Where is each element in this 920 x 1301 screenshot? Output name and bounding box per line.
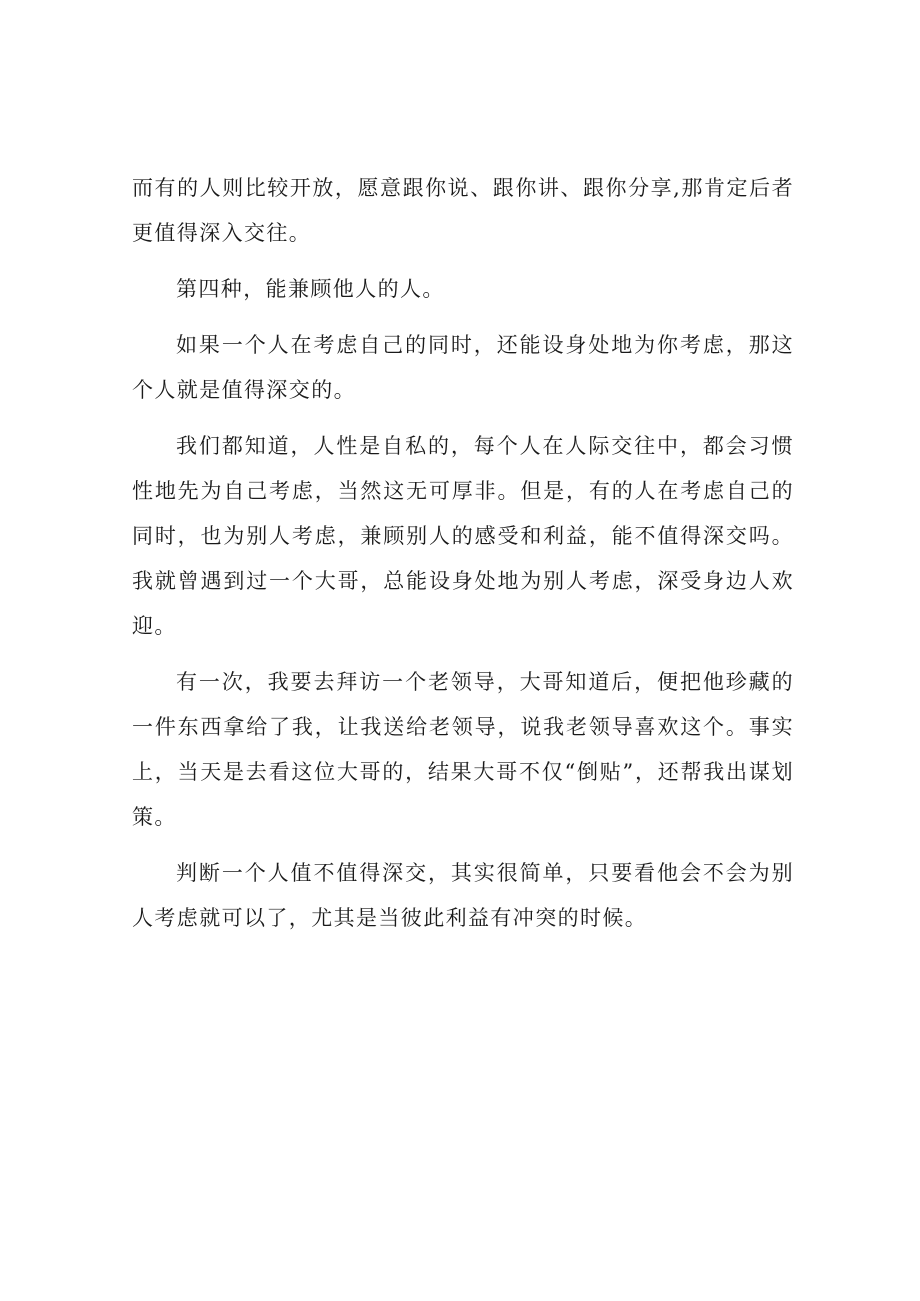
paragraph-1: 而有的人则比较开放，愿意跟你说、跟你讲、跟你分享,那肯定后者更值得深入交往。: [132, 176, 794, 245]
paragraph-5: 有一次，我要去拜访一个老领导，大哥知道后，便把他珍藏的一件东西拿给了我，让我送给老领导，说我老领导喜欢这个。事实上，当天是去看这位大哥的，结果大哥不仅“倒贴”，还帮我出谋划策。: [132, 670, 794, 829]
paragraph-4: 我们都知道，人性是自私的，每个人在人际交往中，都会习惯性地先为自己考虑，当然这无可厚非。但是，有的人在考虑自己的同时，也为别人考虑，兼顾别人的感受和利益，能不值得深交吗。我就曾遇到过一个大哥，总能设身处地为别人考虑，深受身边人欢迎。: [132, 434, 794, 638]
document-body: [132, 166, 794, 952]
paragraph-3: 如果一个人在考虑自己的同时，还能设身处地为你考虑，那这个人就是值得深交的。: [132, 333, 794, 402]
paragraph-6: 判断一个人值不值得深交，其实很简单，只要看他会不会为别人考虑就可以了，尤其是当彼此利益有冲突的时候。: [132, 861, 794, 930]
paragraph-2: 第四种，能兼顾他人的人。: [176, 277, 445, 301]
